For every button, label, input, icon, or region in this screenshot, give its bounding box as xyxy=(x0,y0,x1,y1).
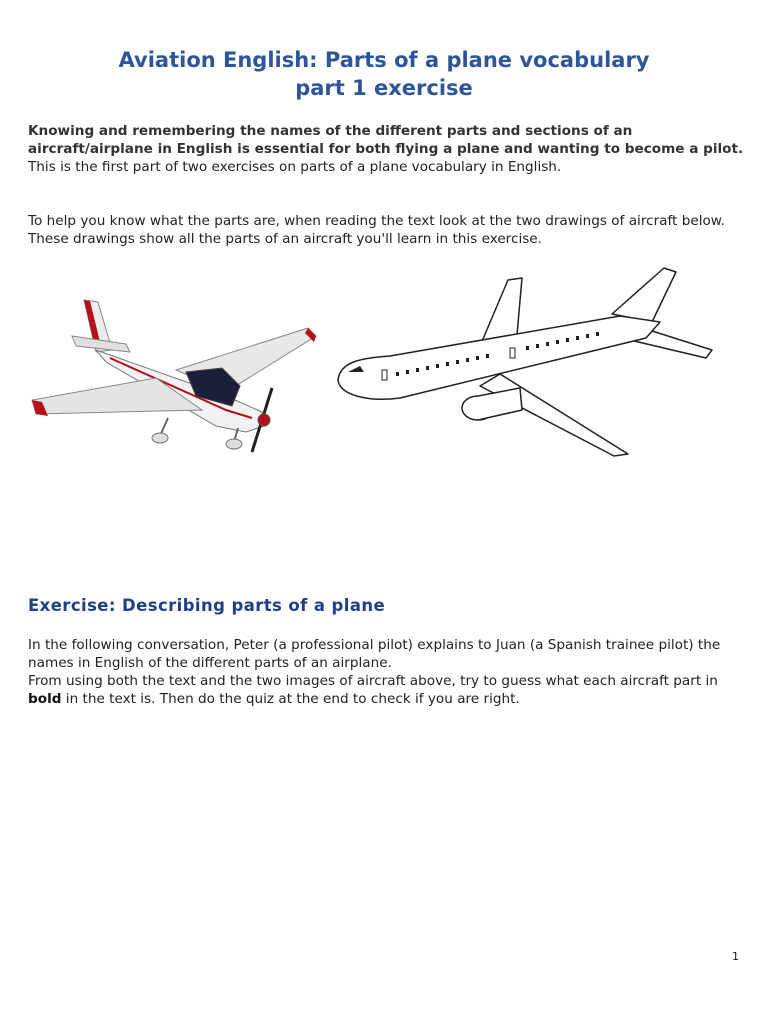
intro-lead: Knowing and remembering the names of the different parts and sections of an aircraft/airplane in English is essential for both flying a plane and wanting to become a pilot. xyxy=(28,123,744,157)
airliner-image xyxy=(330,262,718,458)
page-title-line-1: Aviation English: Parts of a plane vocabulary xyxy=(118,48,650,72)
exercise-line-2 xyxy=(28,672,748,708)
exercise-line-2-pre: From using both the text and the two images of aircraft above, try to guess what each aircraft part in xyxy=(28,673,718,689)
drawings-paragraph: To help you know what the parts are, when reading the text look at the two drawings of aircraft below. These drawings show all the parts of an aircraft you'll learn in this exercise. xyxy=(28,213,725,247)
bold-word: bold xyxy=(28,691,62,707)
light-aircraft-image xyxy=(26,292,326,460)
intro-line: This is the first part of two exercises on parts of a plane vocabulary in English. xyxy=(28,159,562,175)
page-number: 1 xyxy=(732,950,739,963)
intro-paragraph xyxy=(28,122,748,176)
page-title-line-2: part 1 exercise xyxy=(295,76,473,100)
exercise-line-1: In the following conversation, Peter (a professional pilot) explains to Juan (a Spanish trainee pilot) the names in English of the different parts of an airplane. xyxy=(28,637,721,671)
exercise-heading: Exercise: Describing parts of a plane xyxy=(28,596,386,615)
exercise-paragraph xyxy=(28,636,748,708)
page-title xyxy=(0,46,768,102)
exercise-line-2-post: in the text is. Then do the quiz at the end to check if you are right. xyxy=(61,691,520,707)
